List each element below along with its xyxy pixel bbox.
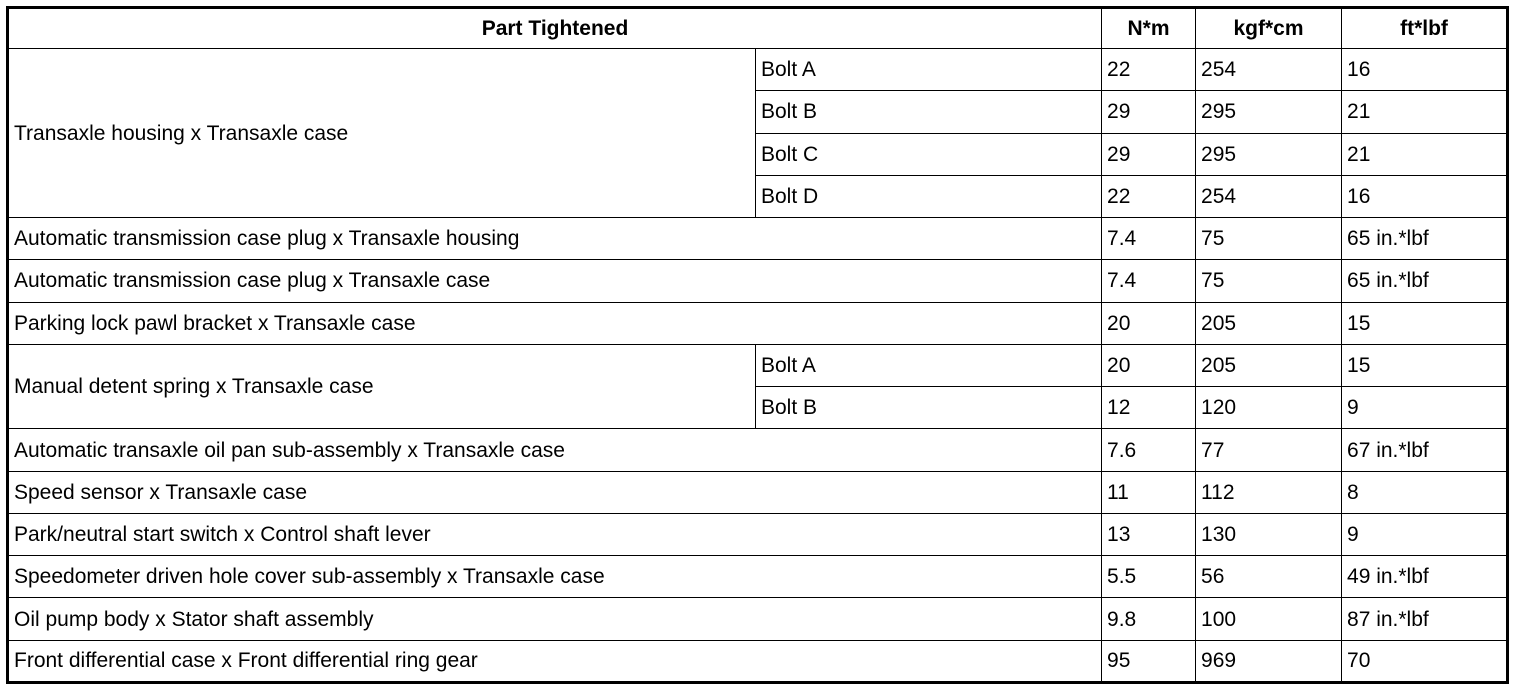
table-row xyxy=(8,471,1508,513)
ft-cell: 70 xyxy=(1342,640,1508,682)
kgf-cell: 295 xyxy=(1196,133,1342,175)
ft-cell: 67 in.*lbf xyxy=(1342,429,1508,471)
ft-cell: 65 in.*lbf xyxy=(1342,260,1508,302)
ft-cell: 16 xyxy=(1342,175,1508,217)
kgf-cell: 120 xyxy=(1196,387,1342,429)
kgf-cell: 295 xyxy=(1196,91,1342,133)
part-cell: Automatic transaxle oil pan sub-assembly x Transaxle case xyxy=(8,429,1102,471)
table-row xyxy=(8,640,1508,682)
bolt-cell: Bolt D xyxy=(756,175,1102,217)
ft-cell: 65 in.*lbf xyxy=(1342,218,1508,260)
ft-cell: 21 xyxy=(1342,91,1508,133)
part-cell: Automatic transmission case plug x Transaxle housing xyxy=(8,218,1102,260)
kgf-cell: 254 xyxy=(1196,175,1342,217)
header-part-tightened: Part Tightened xyxy=(8,8,1102,49)
bolt-cell: Bolt B xyxy=(756,387,1102,429)
kgf-cell: 205 xyxy=(1196,344,1342,386)
nm-cell: 20 xyxy=(1102,344,1196,386)
table-row xyxy=(8,429,1508,471)
bolt-cell: Bolt A xyxy=(756,49,1102,91)
part-cell: Transaxle housing x Transaxle case xyxy=(8,49,756,218)
nm-cell: 12 xyxy=(1102,387,1196,429)
table-row xyxy=(8,49,1508,91)
table-row xyxy=(8,556,1508,598)
kgf-cell: 112 xyxy=(1196,471,1342,513)
ft-cell: 87 in.*lbf xyxy=(1342,598,1508,640)
nm-cell: 29 xyxy=(1102,91,1196,133)
nm-cell: 22 xyxy=(1102,175,1196,217)
part-cell: Automatic transmission case plug x Transaxle case xyxy=(8,260,1102,302)
kgf-cell: 75 xyxy=(1196,260,1342,302)
table-row xyxy=(8,302,1508,344)
ft-cell: 16 xyxy=(1342,49,1508,91)
kgf-cell: 75 xyxy=(1196,218,1342,260)
table-row xyxy=(8,598,1508,640)
nm-cell: 11 xyxy=(1102,471,1196,513)
nm-cell: 7.6 xyxy=(1102,429,1196,471)
ft-cell: 15 xyxy=(1342,344,1508,386)
table-row xyxy=(8,218,1508,260)
nm-cell: 9.8 xyxy=(1102,598,1196,640)
header-ft-lbf: ft*lbf xyxy=(1342,8,1508,49)
part-cell: Park/neutral start switch x Control shaft lever xyxy=(8,513,1102,555)
nm-cell: 5.5 xyxy=(1102,556,1196,598)
kgf-cell: 254 xyxy=(1196,49,1342,91)
nm-cell: 7.4 xyxy=(1102,218,1196,260)
ft-cell: 15 xyxy=(1342,302,1508,344)
nm-cell: 95 xyxy=(1102,640,1196,682)
kgf-cell: 77 xyxy=(1196,429,1342,471)
part-cell: Front differential case x Front differential ring gear xyxy=(8,640,1102,682)
ft-cell: 8 xyxy=(1342,471,1508,513)
kgf-cell: 205 xyxy=(1196,302,1342,344)
table-row xyxy=(8,513,1508,555)
header-nm: N*m xyxy=(1102,8,1196,49)
table-row xyxy=(8,260,1508,302)
kgf-cell: 56 xyxy=(1196,556,1342,598)
ft-cell: 21 xyxy=(1342,133,1508,175)
kgf-cell: 100 xyxy=(1196,598,1342,640)
bolt-cell: Bolt B xyxy=(756,91,1102,133)
part-cell: Speed sensor x Transaxle case xyxy=(8,471,1102,513)
bolt-cell: Bolt A xyxy=(756,344,1102,386)
part-cell: Oil pump body x Stator shaft assembly xyxy=(8,598,1102,640)
table-row xyxy=(8,344,1508,386)
torque-spec-table xyxy=(6,6,1509,684)
nm-cell: 22 xyxy=(1102,49,1196,91)
nm-cell: 20 xyxy=(1102,302,1196,344)
kgf-cell: 969 xyxy=(1196,640,1342,682)
nm-cell: 13 xyxy=(1102,513,1196,555)
kgf-cell: 130 xyxy=(1196,513,1342,555)
ft-cell: 9 xyxy=(1342,513,1508,555)
part-cell: Parking lock pawl bracket x Transaxle case xyxy=(8,302,1102,344)
header-kgf-cm: kgf*cm xyxy=(1196,8,1342,49)
ft-cell: 49 in.*lbf xyxy=(1342,556,1508,598)
nm-cell: 29 xyxy=(1102,133,1196,175)
bolt-cell: Bolt C xyxy=(756,133,1102,175)
header-row xyxy=(8,8,1508,49)
nm-cell: 7.4 xyxy=(1102,260,1196,302)
ft-cell: 9 xyxy=(1342,387,1508,429)
part-cell: Manual detent spring x Transaxle case xyxy=(8,344,756,429)
part-cell: Speedometer driven hole cover sub-assembly x Transaxle case xyxy=(8,556,1102,598)
